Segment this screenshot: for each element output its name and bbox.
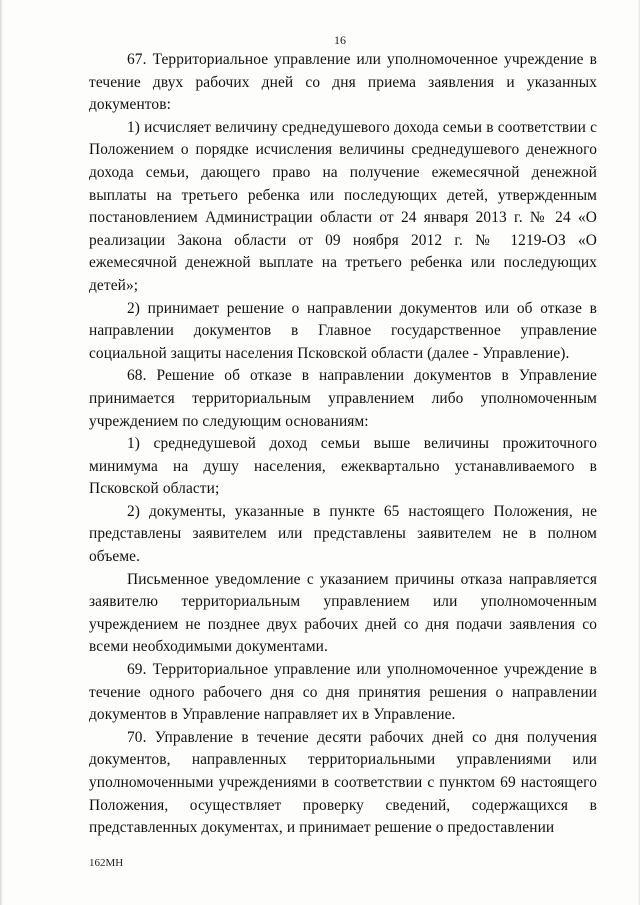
scan-edge-left xyxy=(0,0,3,905)
document-body xyxy=(89,49,597,840)
paragraph-67: 67. Территориальное управление или уполномоченное учреждение в течение двух рабочих дней со дня приема заявления и указанных документов: xyxy=(89,51,597,114)
page-number: 16 xyxy=(334,33,346,47)
paragraph-notification: Письменное уведомление с указанием причины отказа направляется заявителю территориальным управлением или уполномоченным учреждением не позднее двух рабочих дней со дня подачи заявления со всеми необходимыми документами. xyxy=(89,570,597,656)
paragraph-68-item-1: 1) среднедушевой доход семьи выше величины прожиточного минимума на душу населения, ежеквартально устанавливаемого в Псковской области; xyxy=(89,435,597,498)
paragraph-68-item-2: 2) документы, указанные в пункте 65 настоящего Положения, не представлены заявителем или представлены заявителем не в полном объеме. xyxy=(89,502,597,566)
paragraph-69: 69. Территориальное управление или уполномоченное учреждение в течение одного рабочего дня со дня принятия решения о направлении документов в Управление направляет их в Управление. xyxy=(89,661,597,724)
paragraph-70: 70. Управление в течение десяти рабочих дней со дня получения документов, направленных территориальными управлениями или уполномоченными учреждениями в соответствии с пунктом 69 настоящего Положения, осуществляет проверку сведений, содержащихся в представленных документах, и принимает решение о предоставлении xyxy=(89,728,597,837)
paragraph-68: 68. Решение об отказе в направлении документов в Управление принимается территориальным управлением либо уполномоченным учреждением по следующим основаниям: xyxy=(89,367,597,430)
paragraph-67-item-2: 2) принимает решение о направлении документов или об отказе в направлении документов в Главное государственное управление социальной защиты населения Псковской области (далее - Управление). xyxy=(89,299,597,362)
paragraph-67-item-1: 1) исчисляет величину среднедушевого дохода семьи в соответствии с Положением о порядке исчисления величины среднедушевого денежного дохода семьи, дающего право на получение ежемесячной денежной выплаты на третьего ребенка или последующих детей, утвержденным постановлением Администрации области от 24 января 2013 г. № 24 «О реализации Закона области от 09 ноября 2012 г. № 1219-ОЗ «О ежемесячной денежной выплате на третьего ребенка или последующих детей»; xyxy=(89,118,597,294)
footer-document-code: 162МН xyxy=(89,857,124,869)
